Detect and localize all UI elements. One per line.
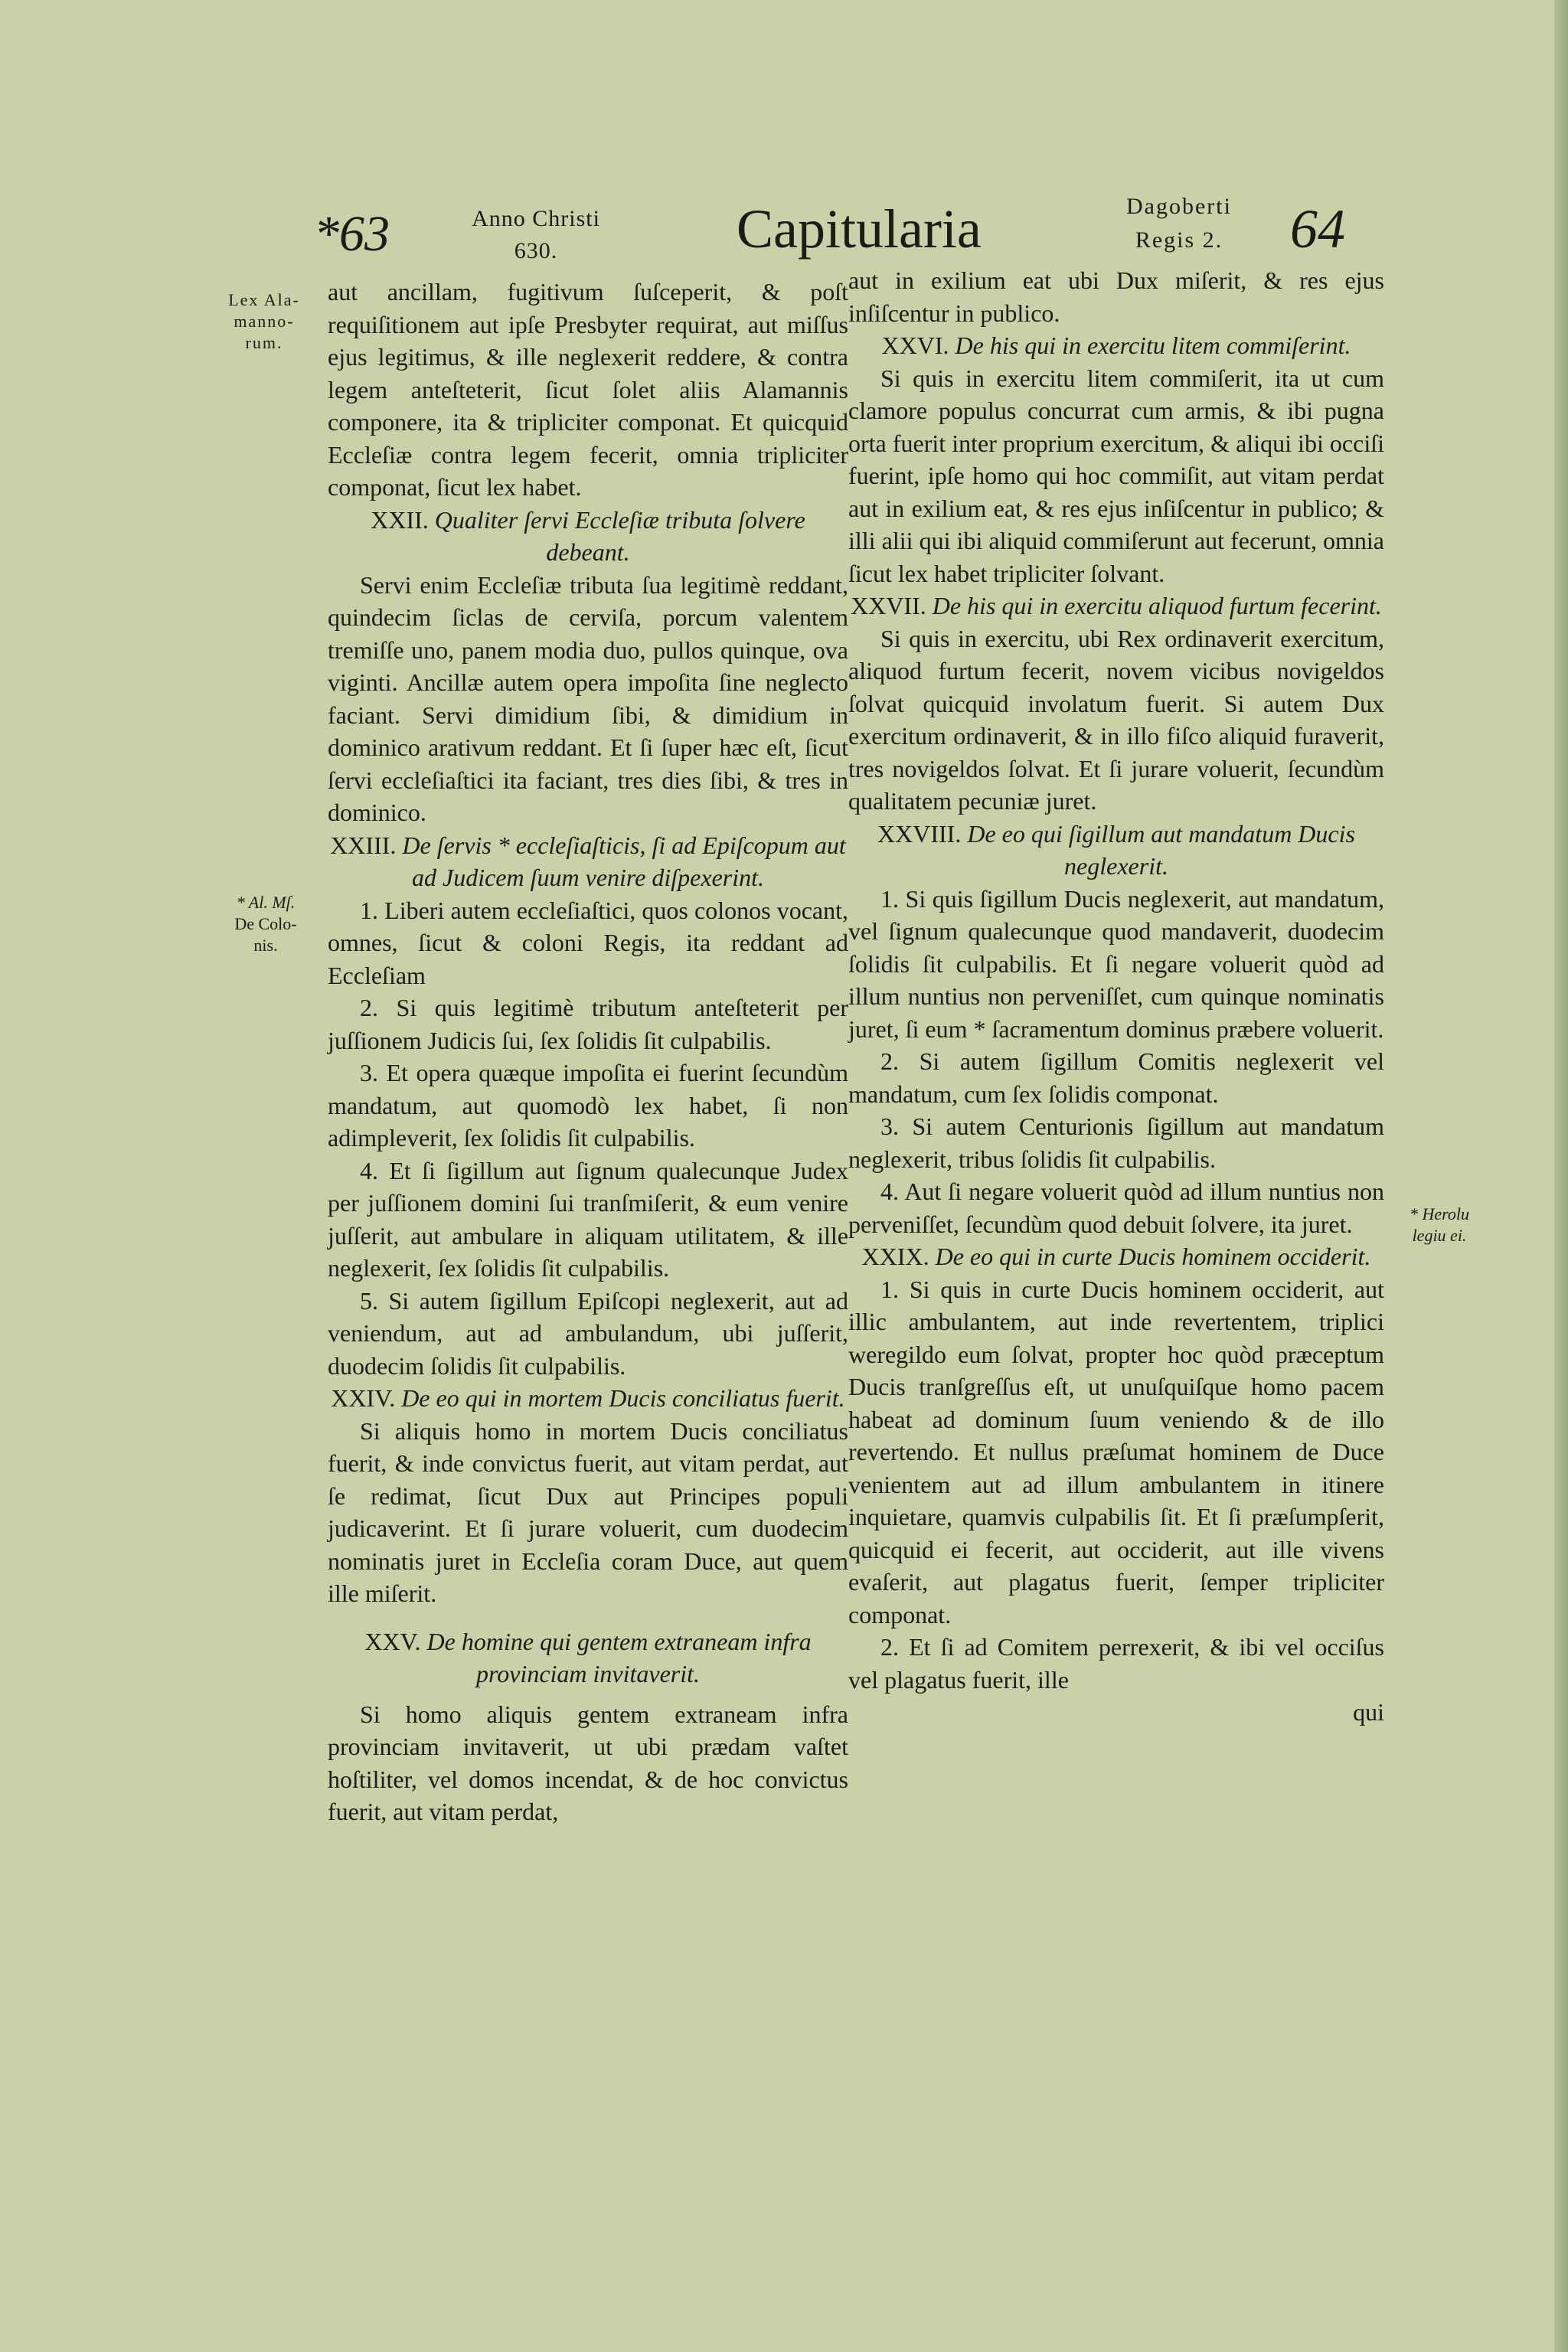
chapter-number: XXVI. xyxy=(881,332,949,359)
paragraph: aut ancillam, fugitivum ſuſceperit, & poſt requiſitionem aut ipſe Presbyter requirat, aut miſſus ejus legitimus, & ille neglexerit reddere, & contra legem anteſteterit, ſicut ſolet aliis Alamannis componere, ita & tripliciter componat. Et quicquid Eccleſiæ contra legem fecerit, omnia tripliciter componat, ſicut lex habet. xyxy=(328,278,848,501)
header-king-line-1: Dagoberti xyxy=(1126,194,1232,219)
chapter-heading-xxviii xyxy=(848,818,1384,883)
paragraph: 2. Si autem ſigillum Comitis neglexerit vel mandatum, cum ſex ſolidis componat. xyxy=(848,1047,1384,1108)
paragraph: 2. Et ſi ad Comitem perrexerit, & ibi vel occiſus vel plagatus fuerit, ille xyxy=(848,1633,1384,1694)
chapter-number: XXIX. xyxy=(861,1243,929,1270)
chapter-heading-xxii xyxy=(328,504,848,569)
margin-note-line: nis. xyxy=(253,936,278,955)
margin-note-lex-alamannorum xyxy=(214,289,314,354)
chapter-title: Qualiter ſervi Eccleſiæ tributa ſolvere debeant. xyxy=(434,505,805,566)
right-column xyxy=(848,264,1384,1729)
chapter-title: De his qui in exercitu litem commiſerint. xyxy=(955,332,1351,359)
chapter-number: XXIII. xyxy=(330,831,397,859)
margin-note-line: manno- xyxy=(234,312,295,331)
margin-note-line: De Colo- xyxy=(234,914,297,933)
chapter-heading-xxiv xyxy=(328,1382,848,1415)
paragraph: 4. Aut ſi negare voluerit quòd ad illum nuntius non perveniſſet, ſecundùm quod debuit ſolvere, ita juret. xyxy=(848,1178,1384,1238)
chapter-heading-xxix xyxy=(848,1240,1384,1273)
chapter-title: De eo qui ſigillum aut mandatum Ducis neglexerit. xyxy=(967,819,1355,880)
header-king-line-2: Regis 2. xyxy=(1135,227,1223,253)
book-spine-shadow xyxy=(1554,0,1568,2352)
paragraph: 1. Liberi autem eccleſiaſtici, quos colonos vocant, omnes, ſicut & coloni Regis, ita reddant ad Eccleſiam xyxy=(328,896,848,989)
chapter-title: De his qui in exercitu aliquod furtum fecerint. xyxy=(932,592,1382,619)
header-year xyxy=(436,203,635,267)
paragraph: Si quis in exercitu, ubi Rex ordinaverit exercitum, aliquod furtum fecerit, novem vicibus novigeldos ſolvat quicquid involatum fuerit. Si autem Dux exercitum ordinaverit, & in illo fiſco aliquid furaverit, tres novigeldos ſolvat. Et ſi jurare voluerit, ſecundùm qualitatem pecuniæ juret. xyxy=(848,624,1384,815)
paragraph: 3. Si autem Centurionis ſigillum aut mandatum neglexerit, tribus ſolidis ſit culpabilis. xyxy=(848,1112,1384,1173)
chapter-heading-xxvii xyxy=(848,590,1384,622)
chapter-title: De eo qui in curte Ducis hominem occiderit. xyxy=(935,1243,1371,1270)
chapter-title: De homine qui gentem extraneam infra provinciam invitaverit. xyxy=(426,1627,812,1687)
chapter-title: De eo qui in mortem Ducis conciliatus fuerit. xyxy=(401,1384,845,1412)
spacer xyxy=(328,1610,848,1625)
chapter-number: XXIV. xyxy=(331,1384,396,1412)
page-header xyxy=(0,0,1568,276)
page-number-right: 64 xyxy=(1290,198,1345,260)
chapter-title: De ſervis * eccleſiaſticis, ſi ad Epiſcopum aut ad Judicem ſuum venire diſpexerint. xyxy=(402,831,846,891)
paragraph: Si homo aliquis gentem extraneam infra provinciam invitaverit, ut ubi prædam vaſtet hoſtiliter, vel domos incendat, & de hoc convictus fuerit, aut vitam perdat, xyxy=(328,1700,848,1825)
chapter-number: XXII. xyxy=(371,505,429,534)
margin-note-line: * Herolu xyxy=(1409,1204,1469,1223)
header-year-line-2: 630. xyxy=(514,238,558,263)
chapter-heading-xxiii xyxy=(328,829,848,894)
paragraph: 4. Et ſi ſigillum aut ſignum qualecunque Judex per juſſionem domini ſui tranſmiſerit, & eum venire juſſerit, aut ambulare in aliquam utilitatem, & ille neglexerit, ſex ſolidis ſit culpabilis. xyxy=(328,1156,848,1282)
paragraph: 1. Si quis ſigillum Ducis neglexerit, aut mandatum, vel ſignum qualecunque quod mandaverit, duodecim ſolidis ſit culpabilis. Et ſi negare voluerit quòd ad illum nuntius non perveniſſet, cum quinque nominatis juret, ſi eum * ſacramentum dominus præbere voluerit. xyxy=(848,884,1384,1043)
chapter-number: XXV. xyxy=(364,1627,421,1655)
chapter-number: XXVIII. xyxy=(877,819,962,848)
spacer xyxy=(328,1690,848,1698)
margin-note-herolu xyxy=(1382,1204,1497,1246)
paragraph: 1. Si quis in curte Ducis hominem occiderit, aut illic ambulantem, aut inde revertentem, triplici weregildo eum ſolvat, propter hoc quòd præceptum Ducis tranſgreſſus eſt, ut unuſquiſque homo pacem habeat ad dominum ſuum veniendo & de illo revertendo. Et nullus præſumat hominem de Duce venientem aut ad illum ambulantem in itinere inquietare, quamvis culpabilis ſit. Et ſi præſumpſerit, quicquid ei fecerit, aut occiderit, aut ille vivens evaſerit, aut plagatus fuerit, ſemper tripliciter componat. xyxy=(848,1275,1384,1628)
margin-note-line: legiu ei. xyxy=(1412,1226,1467,1245)
header-king xyxy=(1087,190,1271,257)
margin-note-de-colonis xyxy=(216,892,315,956)
left-column xyxy=(328,276,848,1828)
paragraph: Servi enim Eccleſiæ tributa ſua legitimè reddant, quindecim ſiclas de cerviſa, porcum valentem tremiſſe uno, panem modia duo, pullos quinque, ova viginti. Ancillæ autem opera impoſita ſine neglecto faciant. Servi dimidium ſibi, & dimidium in dominico arativum reddant. Et ſi ſuper hæc eſt, ſicut ſervi eccleſiaſtici ita faciant, tres dies ſibi, & tres in dominico. xyxy=(328,570,848,826)
running-title: Capitularia xyxy=(737,198,982,260)
paragraph: Si aliquis homo in mortem Ducis conciliatus fuerit, & inde convictus fuerit, aut vitam perdat, aut ſe redimat, ſicut Dux aut Principes populi judicaverint. Et ſi jurare voluerit, cum duodecim nominatis juret in Eccleſia coram Duce, aut quem ille miſerit. xyxy=(328,1416,848,1607)
margin-note-line: Lex Ala- xyxy=(228,290,300,309)
header-year-line-1: Anno Christi xyxy=(472,206,600,231)
page-number-left: *63 xyxy=(314,206,390,262)
margin-note-line: * Al. Mſ. xyxy=(236,893,296,912)
paragraph: 5. Si autem ſigillum Epiſcopi neglexerit, aut ad veniendum, aut ad ambulandum, ubi juſſerit, duodecim ſolidis ſit culpabilis. xyxy=(328,1286,848,1380)
margin-note-line: rum. xyxy=(245,333,283,352)
paragraph: aut in exilium eat ubi Dux miſerit, & res ejus inſiſcentur in publico. xyxy=(848,266,1384,327)
paragraph: 2. Si quis legitimè tributum anteſteterit per juſſionem Judicis ſui, ſex ſolidis ſit culpabilis. xyxy=(328,994,848,1054)
catchword: qui xyxy=(1353,1698,1384,1726)
chapter-number: XXVII. xyxy=(851,592,926,619)
paragraph: Si quis in exercitu litem commiſerit, ita ut cum clamore populus concurrat cum armis, & ibi pugna orta fuerit inter proprium exercitum, & aliqui ibi occiſi fuerint, ipſe homo qui hoc commiſit, aut vitam perdat aut in exilium eat, & res ejus inſiſcentur in publico; & illi alii qui ibi aliquid commiſerunt aut fecerunt, omnia ſicut lex habet tripliciter ſolvant. xyxy=(848,364,1384,587)
chapter-heading-xxvi xyxy=(848,329,1384,362)
chapter-heading-xxv xyxy=(328,1625,848,1690)
paragraph: 3. Et opera quæque impoſita ei fuerint ſecundùm mandatum, aut quomodò lex habet, ſi non adimpleverit, ſex ſolidis ſit culpabilis. xyxy=(328,1059,848,1152)
